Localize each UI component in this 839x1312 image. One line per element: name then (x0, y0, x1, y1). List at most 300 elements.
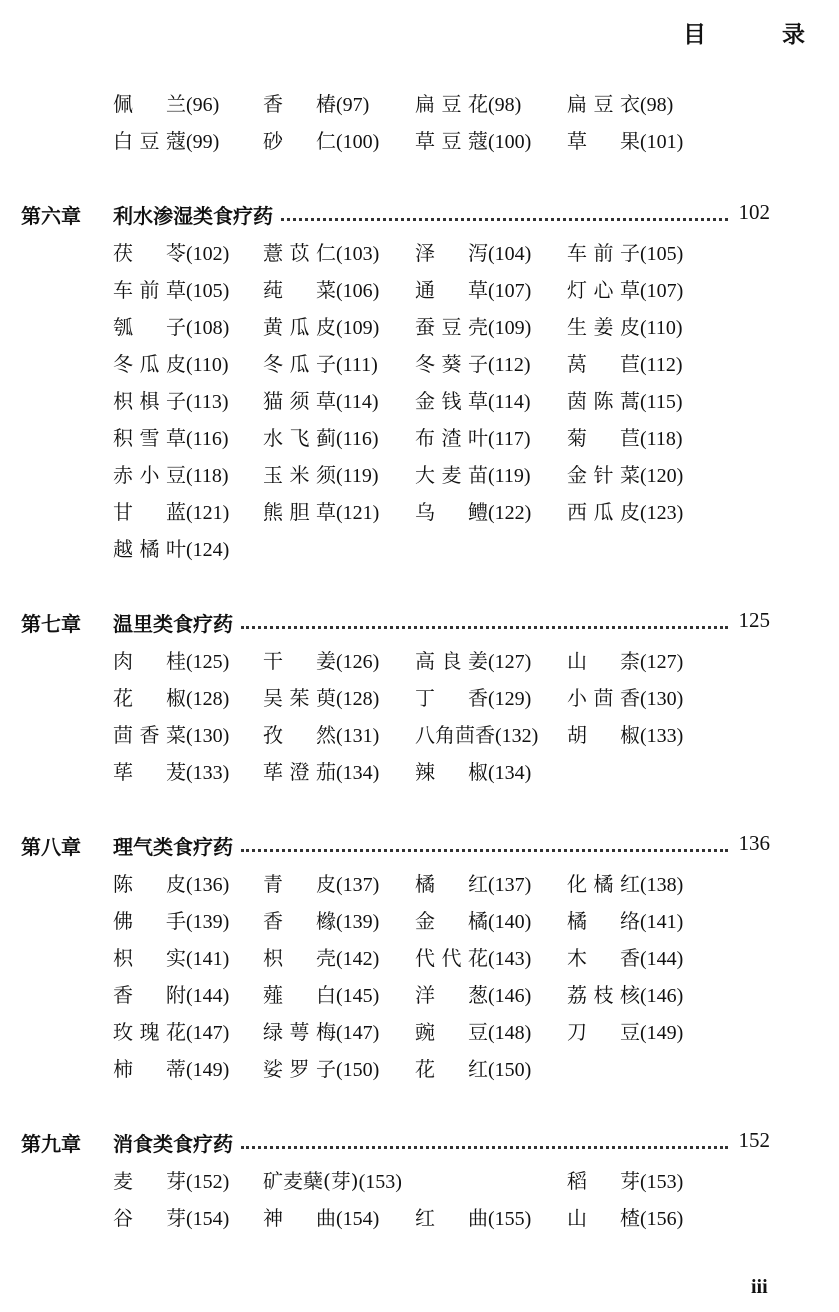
toc-entry[interactable] (113, 868, 229, 897)
chapter-page: 136 (738, 831, 770, 855)
entry-page: (134) (336, 762, 380, 784)
entry-name: 车前草 (113, 278, 186, 302)
toc-entry[interactable] (263, 1202, 379, 1231)
entry-page: (130) (186, 725, 230, 747)
toc-entry[interactable] (113, 979, 229, 1008)
entry-name: 茯苓 (113, 241, 186, 265)
toc-entry[interactable] (263, 422, 379, 451)
entry-page: (137) (488, 874, 532, 896)
entry-name: 洋葱 (415, 983, 488, 1007)
entry-name: 莼菜 (263, 278, 336, 302)
entry-name: 甘蓝 (113, 500, 186, 524)
entry-page: (141) (640, 911, 684, 933)
toc-entry[interactable] (567, 942, 683, 971)
toc-entry[interactable] (113, 385, 229, 414)
entry-page: (102) (186, 243, 230, 265)
entry-name: 积雪草 (113, 426, 186, 450)
entry-page: (105) (640, 243, 684, 265)
toc-entry[interactable] (415, 645, 531, 674)
entry-name: 化橘红 (567, 872, 640, 896)
entry-name: 佩兰 (113, 92, 186, 116)
toc-entry[interactable] (567, 422, 683, 451)
entry-page: (149) (186, 1059, 230, 1081)
toc-entry[interactable] (415, 125, 531, 154)
entry-name: 佛手 (113, 909, 186, 933)
entry-page: (144) (186, 985, 230, 1007)
entry-page: (153) (640, 1171, 684, 1193)
toc-entry[interactable] (415, 385, 531, 414)
toc-entry[interactable] (263, 125, 379, 154)
toc-row (0, 756, 800, 793)
toc-entry[interactable] (263, 459, 379, 488)
chapter-title: 理气类食疗药 (113, 831, 239, 860)
entry-page: (119) (488, 465, 531, 487)
entry-name: 白豆蔻 (113, 129, 186, 153)
toc-entry[interactable] (113, 756, 229, 785)
entry-page: (152) (186, 1171, 230, 1193)
entry-name: 玉米须 (263, 463, 336, 487)
entry-page: (131) (336, 725, 380, 747)
toc-row (0, 1053, 800, 1090)
toc-entry[interactable] (415, 459, 531, 488)
entry-name: 布渣叶 (415, 426, 488, 450)
entry-page: (156) (640, 1208, 684, 1230)
toc-entry[interactable] (263, 348, 378, 377)
entry-page: (136) (186, 874, 230, 896)
entry-name: 荜茇 (113, 760, 186, 784)
entry-page: (106) (336, 280, 380, 302)
entry-name: 砂仁 (263, 129, 336, 153)
entry-name: 薤白 (263, 983, 336, 1007)
toc-entry[interactable] (415, 274, 531, 303)
entry-page: (140) (488, 911, 532, 933)
toc-entry[interactable] (113, 1202, 229, 1231)
toc-entry[interactable] (567, 1016, 683, 1045)
entry-name: 香附 (113, 983, 186, 1007)
entry-page: (118) (640, 428, 683, 450)
entry-name: 辣椒 (415, 760, 488, 784)
entry-name: 吴茱萸 (263, 686, 336, 710)
entry-name: 草豆蔻 (415, 129, 488, 153)
entry-page: (128) (186, 688, 230, 710)
toc-entry[interactable] (263, 682, 379, 711)
entry-page: (99) (186, 131, 220, 153)
entry-name: 代代花 (415, 946, 488, 970)
toc-row (0, 533, 800, 570)
toc-entry[interactable] (113, 942, 229, 971)
entry-page: (104) (488, 243, 532, 265)
chapter-label: 第八章 (21, 835, 81, 859)
toc-entry[interactable] (567, 125, 683, 154)
toc-row (0, 979, 800, 1016)
leader-dots (241, 1146, 728, 1149)
entry-name: 茵陈蒿 (567, 389, 640, 413)
entry-page: (143) (488, 948, 532, 970)
entry-page: (150) (488, 1059, 532, 1081)
toc-entry[interactable] (113, 1165, 229, 1194)
toc-entry[interactable] (567, 274, 683, 303)
toc-entry[interactable] (415, 422, 531, 451)
toc-row (0, 422, 800, 459)
entry-name: 金橘 (415, 909, 488, 933)
chapter-page: 152 (738, 1128, 770, 1152)
toc-entry[interactable] (567, 1202, 683, 1231)
chapter-page: 125 (738, 608, 770, 632)
toc-entry[interactable] (113, 237, 229, 266)
chapter-page: 102 (738, 200, 770, 224)
toc-entry[interactable] (113, 496, 229, 525)
entry-page: (128) (336, 688, 380, 710)
entry-page: (155) (488, 1208, 532, 1230)
entry-page: (97) (336, 94, 370, 116)
toc-entry[interactable] (415, 756, 531, 785)
chapter-heading[interactable] (0, 200, 800, 240)
entry-name: 山柰 (567, 649, 640, 673)
entry-page: (117) (488, 428, 531, 450)
entry-page: (114) (488, 391, 531, 413)
entry-page: (110) (186, 354, 229, 376)
entry-name: 香橼 (263, 909, 336, 933)
toc-entry[interactable] (567, 719, 683, 748)
chapter-heading[interactable] (0, 831, 800, 871)
entry-page: (122) (488, 502, 532, 524)
chapter-label: 第九章 (21, 1132, 81, 1156)
entry-name: 菊苣 (567, 426, 640, 450)
toc-entry[interactable] (567, 385, 683, 414)
entry-page: (111) (336, 354, 378, 376)
toc-entry[interactable] (113, 719, 229, 748)
entry-name: 枳壳 (263, 946, 336, 970)
entry-page: (133) (640, 725, 684, 747)
toc-entry[interactable] (113, 274, 229, 303)
toc-row (0, 645, 800, 682)
entry-name: 陈皮 (113, 872, 186, 896)
entry-name: 玫瑰花 (113, 1020, 186, 1044)
toc-entry[interactable] (415, 348, 531, 377)
entry-name: 橘红 (415, 872, 488, 896)
entry-page: (139) (336, 911, 380, 933)
entry-name: 胡椒 (567, 723, 640, 747)
entry-page: (154) (186, 1208, 230, 1230)
entry-page: (96) (186, 94, 220, 116)
entry-name: 金针菜 (567, 463, 640, 487)
entry-name: 红曲 (415, 1206, 488, 1230)
entry-page: (154) (336, 1208, 380, 1230)
entry-page: (137) (336, 874, 380, 896)
toc-entry[interactable] (263, 905, 379, 934)
entry-name: 刀豆 (567, 1020, 640, 1044)
toc-entry[interactable] (113, 422, 229, 451)
entry-name: 荜澄茄 (263, 760, 336, 784)
entry-name: 冬葵子 (415, 352, 488, 376)
entry-name: 枳实 (113, 946, 186, 970)
entry-page: (146) (488, 985, 532, 1007)
entry-page: (116) (186, 428, 229, 450)
entry-name: 瓠子 (113, 315, 186, 339)
toc-entry[interactable] (415, 979, 531, 1008)
toc-row (0, 1016, 800, 1053)
toc-row (0, 496, 800, 533)
entry-page: (127) (488, 651, 532, 673)
entry-name: 金钱草 (415, 389, 488, 413)
toc-entry[interactable] (567, 979, 683, 1008)
entry-page: (115) (640, 391, 683, 413)
toc-entry[interactable] (567, 237, 683, 266)
entry-page: (103) (336, 243, 380, 265)
entry-page: (100) (488, 131, 532, 153)
toc-entry[interactable] (567, 645, 683, 674)
toc-entry[interactable] (415, 719, 538, 748)
toc-entry[interactable] (567, 348, 683, 377)
entry-name: 西瓜皮 (567, 500, 640, 524)
toc-entry[interactable] (113, 348, 229, 377)
toc-row (0, 1165, 800, 1202)
entry-name: 橘络 (567, 909, 640, 933)
entry-page: (142) (336, 948, 380, 970)
entry-page: (107) (640, 280, 684, 302)
leader-dots (241, 626, 728, 629)
entry-page: (120) (640, 465, 684, 487)
entry-name: 高良姜 (415, 649, 488, 673)
entry-name: 香椿 (263, 92, 336, 116)
chapter-heading[interactable] (0, 608, 800, 648)
toc-entry[interactable] (113, 682, 229, 711)
leader-dots (281, 218, 728, 221)
entry-name: 泽泻 (415, 241, 488, 265)
toc-entry[interactable] (567, 459, 683, 488)
toc-entry[interactable] (263, 719, 379, 748)
entry-page: (139) (186, 911, 230, 933)
entry-page: (130) (640, 688, 684, 710)
entry-page: (132) (495, 725, 539, 747)
toc-entry[interactable] (567, 496, 683, 525)
entry-name: 赤小豆 (113, 463, 186, 487)
entry-page: (109) (336, 317, 380, 339)
entry-name: 枳椇子 (113, 389, 186, 413)
toc-entry[interactable] (567, 682, 683, 711)
toc-row (0, 719, 800, 756)
entry-page: (114) (336, 391, 379, 413)
entry-name: 麦芽 (113, 1169, 186, 1193)
entry-name: 柿蒂 (113, 1057, 186, 1081)
entry-page: (141) (186, 948, 230, 970)
toc-entry[interactable] (263, 1165, 402, 1194)
chapter-title: 温里类食疗药 (113, 608, 239, 637)
entry-name: 冬瓜皮 (113, 352, 186, 376)
entry-name: 薏苡仁 (263, 241, 336, 265)
toc-entry[interactable] (113, 1053, 229, 1082)
toc-entry[interactable] (263, 237, 379, 266)
entry-page: (127) (640, 651, 684, 673)
entry-name: 蚕豆壳 (415, 315, 488, 339)
toc-entry[interactable] (415, 868, 531, 897)
toc-row (0, 125, 800, 162)
entry-page: (118) (186, 465, 229, 487)
toc-entry[interactable] (263, 1053, 379, 1082)
page-number: iii (751, 1276, 768, 1298)
toc-entry[interactable] (263, 645, 379, 674)
toc-row (0, 905, 800, 942)
entry-name: 草果 (567, 129, 640, 153)
entry-page: (107) (488, 280, 532, 302)
toc-entry[interactable] (113, 459, 229, 488)
entry-page: (153) (358, 1171, 402, 1193)
toc-entry[interactable] (113, 125, 219, 154)
chapter-title: 利水渗湿类食疗药 (113, 200, 279, 229)
entry-page: (148) (488, 1022, 532, 1044)
toc-entry[interactable] (415, 682, 531, 711)
toc-row (0, 868, 800, 905)
entry-name: 小茴香 (567, 686, 640, 710)
entry-page: (98) (488, 94, 522, 116)
toc-entry[interactable] (113, 88, 219, 117)
entry-page: (121) (336, 502, 380, 524)
toc-entry[interactable] (263, 942, 379, 971)
entry-name: 青皮 (263, 872, 336, 896)
toc-row (0, 348, 800, 385)
toc-row (0, 88, 800, 125)
chapter-heading[interactable] (0, 1128, 800, 1168)
entry-name: 谷芽 (113, 1206, 186, 1230)
toc-entry[interactable] (263, 756, 379, 785)
entry-page: (124) (186, 539, 230, 561)
toc-entry[interactable] (567, 905, 683, 934)
page-title: 目 录 (683, 21, 839, 48)
toc-row (0, 311, 800, 348)
entry-name: 孜然 (263, 723, 336, 747)
toc-entry[interactable] (113, 1016, 229, 1045)
entry-name: 干姜 (263, 649, 336, 673)
toc-row (0, 274, 800, 311)
entry-page: (149) (640, 1022, 684, 1044)
leader-dots (241, 849, 728, 852)
chapter-label: 第六章 (21, 204, 81, 228)
entry-page: (144) (640, 948, 684, 970)
entry-page: (134) (488, 762, 532, 784)
entry-name: 扁豆衣 (567, 92, 640, 116)
entry-name: 大麦苗 (415, 463, 488, 487)
toc-entry[interactable] (263, 88, 369, 117)
entry-name: 豌豆 (415, 1020, 488, 1044)
chapter-label: 第七章 (21, 612, 81, 636)
toc-entry[interactable] (567, 868, 683, 897)
entry-name: 猫须草 (263, 389, 336, 413)
entry-name: 荔枝核 (567, 983, 640, 1007)
entry-name: 莴苣 (567, 352, 640, 376)
entry-page: (101) (640, 131, 684, 153)
toc-row (0, 385, 800, 422)
entry-page: (150) (336, 1059, 380, 1081)
toc-row (0, 1202, 800, 1239)
entry-name: 通草 (415, 278, 488, 302)
entry-name: 肉桂 (113, 649, 186, 673)
entry-name: 矿麦蘖(芽) (263, 1169, 359, 1193)
toc-entry[interactable] (415, 1053, 531, 1082)
toc-entry[interactable] (113, 533, 229, 562)
entry-name: 生姜皮 (567, 315, 640, 339)
entry-name: 车前子 (567, 241, 640, 265)
entry-page: (108) (186, 317, 230, 339)
entry-page: (145) (336, 985, 380, 1007)
entry-page: (123) (640, 502, 684, 524)
entry-page: (146) (640, 985, 684, 1007)
toc-entry[interactable] (415, 496, 531, 525)
entry-page: (147) (336, 1022, 380, 1044)
chapter-title: 消食类食疗药 (113, 1128, 239, 1157)
toc-entry[interactable] (263, 979, 379, 1008)
toc-row (0, 942, 800, 979)
entry-page: (119) (336, 465, 379, 487)
entry-name: 冬瓜子 (263, 352, 336, 376)
toc-entry[interactable] (415, 237, 531, 266)
entry-name: 娑罗子 (263, 1057, 336, 1081)
toc-entry[interactable] (263, 1016, 379, 1045)
toc-entry[interactable] (567, 311, 683, 340)
entry-page: (109) (488, 317, 532, 339)
toc-entry[interactable] (113, 645, 229, 674)
toc-entry[interactable] (263, 496, 379, 525)
toc-entry[interactable] (415, 88, 521, 117)
toc-entry[interactable] (263, 868, 379, 897)
toc-entry[interactable] (415, 311, 531, 340)
entry-name: 丁香 (415, 686, 488, 710)
toc-entry[interactable] (113, 905, 229, 934)
toc-entry[interactable] (263, 311, 379, 340)
entry-page: (138) (640, 874, 684, 896)
entry-name: 稻芽 (567, 1169, 640, 1193)
toc-entry[interactable] (567, 1165, 683, 1194)
toc-row (0, 459, 800, 496)
entry-name: 花椒 (113, 686, 186, 710)
entry-name: 越橘叶 (113, 537, 186, 561)
entry-name: 乌鳢 (415, 500, 488, 524)
entry-name: 山楂 (567, 1206, 640, 1230)
toc-entry[interactable] (263, 274, 379, 303)
entry-page: (112) (488, 354, 531, 376)
entry-page: (147) (186, 1022, 230, 1044)
entry-page: (110) (640, 317, 683, 339)
entry-name: 绿萼梅 (263, 1020, 336, 1044)
entry-page: (116) (336, 428, 379, 450)
toc-entry[interactable] (415, 1016, 531, 1045)
entry-name: 茴香菜 (113, 723, 186, 747)
entry-page: (98) (640, 94, 674, 116)
entry-name: 扁豆花 (415, 92, 488, 116)
entry-name: 木香 (567, 946, 640, 970)
entry-page: (121) (186, 502, 230, 524)
entry-page: (105) (186, 280, 230, 302)
entry-name: 神曲 (263, 1206, 336, 1230)
entry-name: 八角茴香 (415, 723, 495, 747)
entry-name: 黄瓜皮 (263, 315, 336, 339)
toc-entry[interactable] (415, 942, 531, 971)
toc-entry[interactable] (263, 385, 379, 414)
entry-page: (100) (336, 131, 380, 153)
entry-page: (125) (186, 651, 230, 673)
entry-page: (126) (336, 651, 380, 673)
toc-row (0, 237, 800, 274)
toc-entry[interactable] (567, 88, 673, 117)
toc-entry[interactable] (415, 1202, 531, 1231)
toc-entry[interactable] (415, 905, 531, 934)
toc-entry[interactable] (113, 311, 229, 340)
entry-name: 水飞蓟 (263, 426, 336, 450)
toc-row (0, 682, 800, 719)
entry-page: (133) (186, 762, 230, 784)
entry-page: (113) (186, 391, 229, 413)
entry-name: 熊胆草 (263, 500, 336, 524)
entry-name: 花红 (415, 1057, 488, 1081)
